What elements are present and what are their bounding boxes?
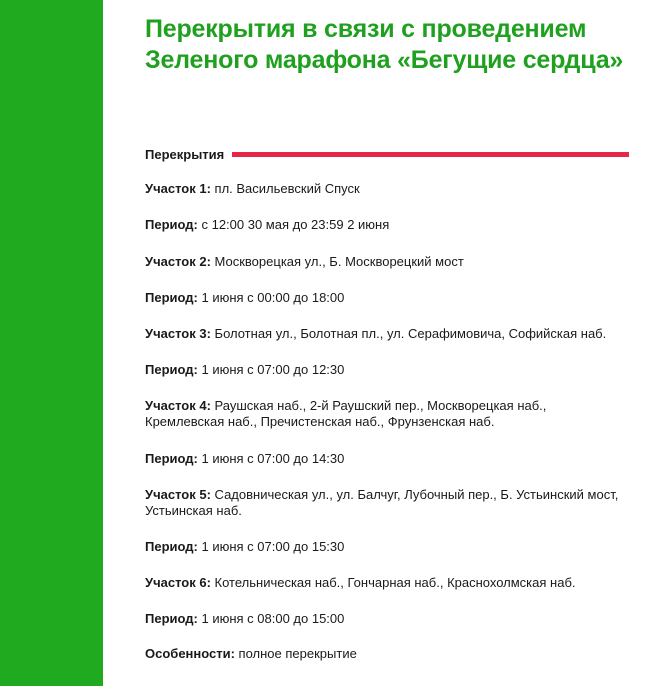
list-item [145, 646, 635, 662]
list-item [145, 539, 635, 555]
item-label: Период: [145, 362, 198, 377]
page-title: Перекрытия в связи с проведением Зеленого марафона «Бегущие сердца» [145, 15, 624, 74]
list-item [145, 254, 635, 270]
section-header [145, 146, 629, 162]
section-label: Перекрытия [145, 146, 225, 162]
item-label: Период: [145, 451, 198, 466]
list-item [145, 398, 605, 430]
item-label: Участок 5: [145, 487, 211, 502]
item-value: с 12:00 30 мая до 23:59 2 июня [197, 217, 390, 232]
item-label: Участок 4: [145, 398, 211, 413]
item-value: Болотная ул., Болотная пл., ул. Серафимовича, Софийская наб. [210, 326, 607, 341]
item-label: Участок 2: [145, 254, 211, 269]
list-item [145, 575, 635, 591]
list-item [145, 217, 635, 233]
list-item [145, 487, 625, 519]
list-item [145, 181, 635, 197]
item-label: Период: [145, 290, 198, 305]
item-value: 1 июня с 07:00 до 14:30 [197, 451, 345, 466]
item-label: Период: [145, 611, 198, 626]
item-value: пл. Васильевский Спуск [210, 181, 360, 196]
item-value: Раушская наб., 2-й Раушский пер., Москворецкая наб., Кремлевская наб., Пречистенская наб., Фрунзенская наб. [145, 398, 547, 429]
item-label: Период: [145, 539, 198, 554]
item-label: Участок 1: [145, 181, 211, 196]
item-value: Садовническая ул., ул. Балчуг, Лубочный пер., Б. Устьинский мост, Устьинская наб. [145, 487, 619, 518]
list-item [145, 451, 635, 467]
item-value: 1 июня с 00:00 до 18:00 [197, 290, 345, 305]
list-item [145, 362, 635, 378]
item-value: 1 июня с 07:00 до 15:30 [197, 539, 345, 554]
item-value: полное перекрытие [234, 646, 357, 661]
item-label: Участок 6: [145, 575, 211, 590]
item-value: 1 июня с 08:00 до 15:00 [197, 611, 345, 626]
item-label: Особенности: [145, 646, 235, 661]
list-item [145, 611, 635, 627]
item-label: Участок 3: [145, 326, 211, 341]
green-side-bar [0, 0, 103, 686]
item-value: Москворецкая ул., Б. Москворецкий мост [210, 254, 464, 269]
list-item [145, 290, 635, 306]
header [145, 14, 635, 76]
list-item [145, 326, 635, 342]
item-value: 1 июня с 07:00 до 12:30 [197, 362, 345, 377]
red-divider [232, 152, 629, 157]
item-value: Котельническая наб., Гончарная наб., Краснохолмская наб. [210, 575, 576, 590]
item-label: Период: [145, 217, 198, 232]
